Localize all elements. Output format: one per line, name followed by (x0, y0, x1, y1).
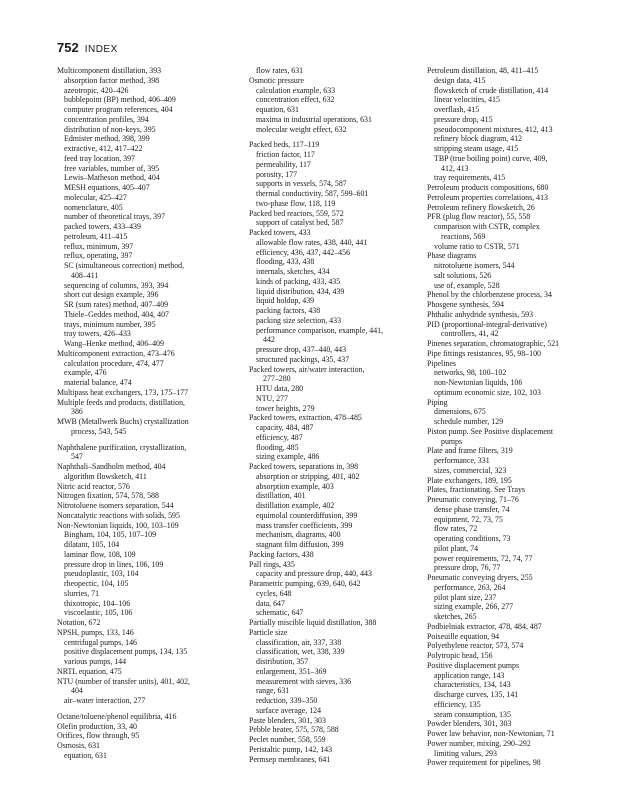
index-subentry: 386 (71, 407, 83, 417)
index-subentry: volume ratio to CSTR, 571 (434, 241, 520, 251)
index-subentry: mechanism, diagrams, 400 (256, 530, 341, 540)
index-subentry: thermal conductivity, 587, 599–601 (256, 189, 369, 198)
index-entry: Poiseuille equation, 94 (427, 631, 500, 641)
index-subentry: calculation procedure, 474, 477 (64, 358, 164, 368)
index-column-2 (249, 66, 417, 764)
index-entry: Permsep membranes, 641 (249, 754, 331, 764)
index-subentry: performance comparison, example, 441, (256, 325, 384, 335)
index-entry: Packing factors, 438 (249, 549, 314, 559)
index-subentry: sizes, commercial, 323 (434, 465, 507, 475)
index-subentry: dilatant, 105, 104 (64, 540, 120, 549)
index-entry: Plate exchangers, 189, 195 (427, 475, 512, 485)
index-entry: Packed towers, 433 (249, 228, 311, 237)
index-subentry: flooding, 433, 438 (256, 257, 315, 267)
index-subentry: pilot plant size, 237 (434, 592, 497, 602)
index-subentry: distribution of non-keys, 395 (64, 124, 156, 134)
index-subentry: flooding, 485 (256, 442, 299, 452)
index-subentry: tray towers, 426–433 (64, 329, 131, 339)
index-subentry: pressure drop, 437–440, 443 (256, 345, 347, 354)
index-entry: Osmotic pressure (249, 75, 305, 85)
index-subentry: design data, 415 (434, 75, 486, 85)
index-entry: NRTL equation, 475 (57, 666, 122, 676)
index-subentry: limiting values, 293 (434, 748, 497, 758)
index-subentry: liquid distribution, 434, 439 (256, 286, 345, 296)
index-subentry: pressure drop, 415 (434, 114, 493, 124)
index-subentry: efficiency, 487 (256, 432, 303, 442)
index-subentry: TBP (true boiling point) curve, 409, (434, 153, 548, 163)
index-entry: Naphthali–Sandholm method, 404 (57, 462, 166, 471)
index-subentry: use of, example, 528 (434, 280, 500, 290)
index-subentry: application range, 143 (434, 670, 505, 680)
index-entry: MWB (Metallwerk Buchs) crystallization (57, 417, 189, 426)
index-subentry: dimensions, 675 (434, 407, 486, 417)
index-subentry: tray requirements, 415 (434, 173, 506, 183)
index-subentry: linear velocities, 415 (434, 95, 500, 105)
index-subentry: reflux, operating, 397 (64, 251, 133, 261)
index-entry: PFR (plug flow reactor), 55, 558 (427, 212, 531, 222)
index-entry: Packed bed reactors, 559, 572 (249, 208, 344, 218)
index-entry: Powder blenders, 301, 303 (427, 719, 512, 729)
index-subentry: molecular weight effect, 632 (256, 124, 347, 134)
index-subentry: NTU, 277 (256, 393, 288, 403)
index-subentry: distillation example, 402 (256, 501, 335, 510)
index-entry: Orifices, flow through, 95 (57, 731, 140, 741)
index-subentry: operating conditions, 73 (434, 534, 511, 543)
index-subentry: viscoelastic, 105, 106 (64, 608, 133, 618)
index-subentry: absorption or stripping, 401, 402 (256, 471, 360, 481)
index-subentry: sizing example, 266, 277 (434, 602, 514, 612)
index-entry: Packed towers, air/water interaction, (249, 364, 365, 374)
index-entry: Power number, mixing, 290–292 (427, 738, 531, 748)
index-entry: Power law behavior, non-Newtonian, 71 (427, 729, 555, 738)
index-entry: Multiple feeds and products, distillation, (57, 397, 185, 407)
index-subentry: tower heights, 279 (256, 403, 315, 413)
index-column-1 (57, 66, 225, 761)
index-subentry: calculation example, 633 (256, 85, 336, 95)
index-subentry: distillation, 401 (256, 491, 306, 501)
index-entry: Octane/toluene/phenol equilibria, 416 (57, 711, 177, 721)
index-entry: Peclet number, 558, 559 (249, 735, 326, 744)
index-entry: Petroleum products compositions, 680 (427, 183, 549, 192)
index-subentry: capacity, 484, 487 (256, 423, 314, 432)
index-entry: NTU (number of transfer units), 401, 402, (57, 676, 191, 686)
index-subentry: laminar flow, 108, 109 (64, 549, 136, 559)
index-subentry: slurries, 71 (64, 588, 100, 598)
index-subentry: equation, 631 (64, 750, 107, 760)
index-entry: Plate and frame filters, 319 (427, 446, 513, 456)
index-subentry: pressure drop in lines, 106, 109 (64, 559, 164, 569)
index-subentry: extractive, 412, 417–422 (64, 144, 143, 153)
index-subentry: packing size selection, 433 (256, 315, 342, 325)
index-subentry: performance, 331 (434, 456, 490, 465)
index-subentry: process, 543, 545 (71, 426, 127, 436)
index-subentry: absorption example, 403 (256, 481, 334, 491)
index-subentry: azeotropic, 420–426 (64, 85, 129, 95)
index-subentry: short cut design example, 396 (64, 290, 159, 300)
index-subentry: thixotropic, 104–106 (64, 598, 131, 608)
index-subentry: classification, wet, 338, 339 (256, 647, 345, 657)
index-subentry: reactions, 569 (441, 231, 486, 241)
index-subentry: material balance, 474 (64, 378, 132, 387)
index-subentry: sequencing of columns, 393, 394 (64, 280, 169, 290)
index-subentry: controllers, 41, 42 (441, 329, 499, 339)
index-subentry: permeability, 117 (256, 159, 311, 169)
index-subentry: bubblepoint (BP) method, 406–409 (64, 95, 176, 105)
index-subentry: flowsketch of crude distillation, 414 (434, 85, 549, 95)
index-entry: Pinenes separation, chromatographic, 521 (427, 339, 560, 348)
index-subentry: 412, 413 (441, 163, 469, 173)
index-subentry: number of theoretical trays, 397 (64, 212, 166, 222)
index-subentry: pressure drop, 76, 77 (434, 563, 501, 573)
index-subentry: air–water interaction, 277 (64, 696, 146, 705)
index-entry: Phenol by the chlorbenzene process, 34 (427, 290, 552, 300)
page-number: 752 (57, 40, 79, 55)
index-entry: Power requirement for pipelines, 98 (427, 758, 541, 768)
running-head: INDEX (84, 44, 118, 55)
index-subentry: reduction, 339–350 (256, 696, 318, 705)
index-entry: Polyethylene reactor, 573, 574 (427, 641, 524, 651)
index-subentry: power requirements, 72, 74, 77 (434, 553, 533, 563)
index-entry: Piston pump. See Positive displacement (427, 426, 554, 436)
index-subentry: SR (sum rates) method, 407–409 (64, 300, 169, 309)
index-subentry: networks, 98, 100–102 (434, 368, 507, 378)
index-subentry: performance, 263, 264 (434, 582, 506, 592)
index-column-3 (427, 66, 595, 768)
index-subentry: stagnant film diffusion, 399 (256, 540, 344, 549)
index-subentry: pumps (441, 436, 463, 446)
index-subentry: Thiele–Geddes method, 404, 407 (64, 309, 169, 319)
index-subentry: free variables, number of, 395 (64, 163, 160, 173)
index-entry: Peristaltic pump, 142, 143 (249, 744, 333, 754)
index-subentry: nitrotoluene isomers, 544 (434, 261, 515, 270)
index-subentry: centrifugal pumps, 146 (64, 637, 137, 647)
index-entry: Nitric acid reactor, 576 (57, 481, 130, 491)
index-entry: Pipelines (427, 358, 456, 368)
index-subentry: schematic, 647 (256, 608, 304, 618)
index-subentry: liquid holdup, 439 (256, 296, 315, 306)
index-subentry: Edmister method, 398, 399 (64, 134, 150, 144)
index-entry: Packed towers, extraction, 478–485 (249, 413, 362, 423)
index-subentry: flow rates, 72 (434, 524, 478, 534)
index-subentry: non-Newtonian liquids, 106 (434, 378, 523, 387)
index-entry: PID (proportional-integral-derivative) (427, 319, 547, 329)
index-entry: Polytropic head, 156 (427, 651, 493, 660)
index-subentry: flow rates, 631 (256, 66, 304, 75)
index-entry: Pall rings, 435 (249, 559, 295, 569)
index-entry: Pneumatic conveying, 71–76 (427, 495, 519, 504)
index-entry: Non-Newtonian liquids, 100, 103–109 (57, 520, 179, 530)
index-entry: Petroleum distillation, 48, 411–415 (427, 66, 539, 75)
index-entry: Olefin production, 33, 40 (57, 721, 137, 731)
index-subentry: 442 (263, 335, 275, 345)
index-entry: Notation, 672 (57, 618, 101, 627)
index-subentry: stripping steam usage, 415 (434, 144, 519, 153)
index-subentry: Bingham, 104, 105, 107–109 (64, 530, 157, 540)
index-entry: Phosgene synthesis, 594 (427, 300, 504, 309)
index-subentry: pilot plant, 74 (434, 543, 479, 553)
index-subentry: maxima in industrial operations, 631 (256, 114, 372, 124)
index-subentry: petroleum, 411–415 (64, 231, 128, 241)
index-entry: Packed towers, separations in, 398 (249, 462, 359, 471)
index-subentry: concentration effect, 632 (256, 95, 335, 105)
index-subentry: pseudocomponent mixtures, 412, 413 (434, 124, 553, 134)
index-subentry: support of catalyst bed, 587 (256, 218, 344, 228)
index-subentry: positive displacement pumps, 134, 135 (64, 647, 188, 657)
index-subentry: molecular, 425–427 (64, 192, 127, 202)
index-subentry: packed towers, 433–439 (64, 222, 141, 231)
index-subentry: Lewis–Matheson method, 404 (64, 173, 160, 183)
index-subentry: cycles, 648 (256, 588, 292, 598)
index-subentry: characteristics, 134, 143 (434, 680, 511, 690)
index-entry: Pebble heater, 575, 578, 588 (249, 725, 339, 735)
index-subentry: enlargement, 351–369 (256, 666, 327, 676)
index-subentry: SC (simultaneous correction) method, (64, 261, 185, 270)
index-subentry: sizing example, 486 (256, 452, 320, 462)
index-subentry: two-phase flow, 118, 119 (256, 198, 336, 208)
index-entry: Noncatalytic reactions with solids, 595 (57, 510, 180, 520)
index-subentry: comparison with CSTR, complex (434, 222, 540, 231)
index-entry: Piping (427, 397, 448, 407)
index-subentry: salt solutions, 526 (434, 270, 492, 280)
index-subentry: 547 (71, 452, 83, 462)
index-entry: Podbielniak extractor, 478, 484, 487 (427, 621, 542, 631)
index-subentry: 404 (71, 686, 83, 696)
index-entry: Nitrogen fixation, 574, 578, 588 (57, 491, 159, 501)
index-entry: Phase diagrams (427, 251, 477, 261)
index-subentry: porosity, 177 (256, 169, 298, 179)
index-subentry: efficiency, 135 (434, 699, 481, 709)
index-entry: NPSH, pumps, 133, 146 (57, 627, 134, 637)
index-subentry: mass transfer coefficients, 399 (256, 520, 353, 530)
index-subentry: schedule number, 129 (434, 417, 504, 426)
index-subentry: Wang–Henke method, 406–409 (64, 339, 164, 348)
index-entry: Phthalic anhydride synthesis, 593 (427, 309, 534, 319)
index-subentry: various pumps, 144 (64, 657, 127, 666)
index-subentry: efficiency, 436, 437, 442–456 (256, 247, 351, 257)
index-entry: Plates, fractionating. See Trays (427, 485, 525, 495)
index-subentry: feed tray location, 397 (64, 153, 135, 163)
index-subentry: sketches, 265 (434, 612, 477, 621)
index-subentry: equimolal counterdiffusion, 399 (256, 510, 358, 520)
index-subentry: measurement with sieves, 336 (256, 676, 352, 686)
index-subentry: dense phase transfer, 74 (434, 504, 510, 514)
index-entry: Pipe fittings resistances, 95, 98–100 (427, 348, 541, 358)
index-subentry: overflash, 415 (434, 105, 480, 114)
index-subentry: supports in vessels, 574, 587 (256, 179, 347, 189)
index-subentry: kinds of packing, 433, 435 (256, 276, 341, 286)
index-subentry: equation, 631 (256, 105, 299, 114)
index-entry: Nitrotoluene isomers separation, 544 (57, 501, 174, 510)
index-subentry: steam consumption, 135 (434, 709, 511, 719)
index-entry: Pneumatic conveying dryers, 255 (427, 573, 533, 582)
index-subentry: internals, sketches, 434 (256, 267, 330, 276)
index-subentry: discharge curves, 135, 141 (434, 690, 519, 699)
index-subentry: optimum economic size, 102, 103 (434, 387, 541, 397)
index-subentry: concentration profiles, 394 (64, 114, 149, 124)
index-subentry: classification, air, 337, 338 (256, 637, 342, 647)
index-entry: Packed beds, 117–119 (249, 140, 320, 150)
index-entry: Multicomponent extraction, 473–476 (57, 348, 175, 358)
index-subentry: refinery block diagram, 412 (434, 134, 523, 144)
index-subentry: computer program references, 404 (64, 105, 173, 114)
index-subentry: allowable flow rates, 438, 440, 441 (256, 237, 368, 247)
index-entry: Parametric pumping, 639, 640, 642 (249, 579, 361, 588)
index-entry: Petroleum properties correlations, 413 (427, 192, 548, 202)
index-entry: Multipass heat exchangers, 173, 175–177 (57, 387, 189, 397)
index-subentry: capacity and pressure drop, 440, 443 (256, 569, 372, 579)
index-subentry: structured packings, 435, 437 (256, 354, 350, 364)
index-subentry: rheopectic, 104, 105 (64, 579, 129, 588)
index-subentry: packing factors, 438 (256, 306, 321, 315)
index-subentry: data, 647 (256, 598, 285, 608)
index-subentry: friction factor, 117 (256, 150, 315, 159)
index-subentry: surface average, 124 (256, 705, 322, 715)
index-entry: Positive displacement pumps (427, 660, 520, 670)
index-entry: Multicomponent distillation, 393 (57, 66, 162, 75)
index-subentry: distribution, 357 (256, 657, 309, 666)
index-entry: Partially miscible liquid distillation, 388 (249, 618, 377, 627)
index-entry: Osmosis, 631 (57, 741, 100, 750)
index-subentry: range, 631 (256, 686, 290, 696)
index-subentry: example, 476 (64, 368, 107, 378)
index-entry: Particle size (249, 627, 288, 637)
index-subentry: pseudoplastic, 103, 104 (64, 569, 139, 579)
index-subentry: equipment, 72, 73, 75 (434, 514, 503, 524)
index-subentry: trays, minimum number, 395 (64, 319, 156, 329)
index-entry: Paste blenders, 301, 303 (249, 715, 326, 725)
page-header (57, 40, 118, 55)
index-subentry: 277–280 (263, 374, 291, 384)
index-subentry: MESH equations, 405–407 (64, 183, 150, 192)
index-subentry: algorithm flowsketch, 411 (64, 471, 147, 481)
index-subentry: 408–411 (71, 270, 99, 280)
index-entry: Naphthalene purification, crystallization, (57, 442, 187, 452)
index-subentry: absorption factor method, 398 (64, 75, 160, 85)
index-subentry: reflux, minimum, 397 (64, 241, 134, 251)
index-subentry: HTU data, 280 (256, 384, 304, 393)
index-subentry: nomenclature, 405 (64, 202, 123, 212)
index-entry: Petroleum refinery flowsketch, 26 (427, 202, 535, 212)
